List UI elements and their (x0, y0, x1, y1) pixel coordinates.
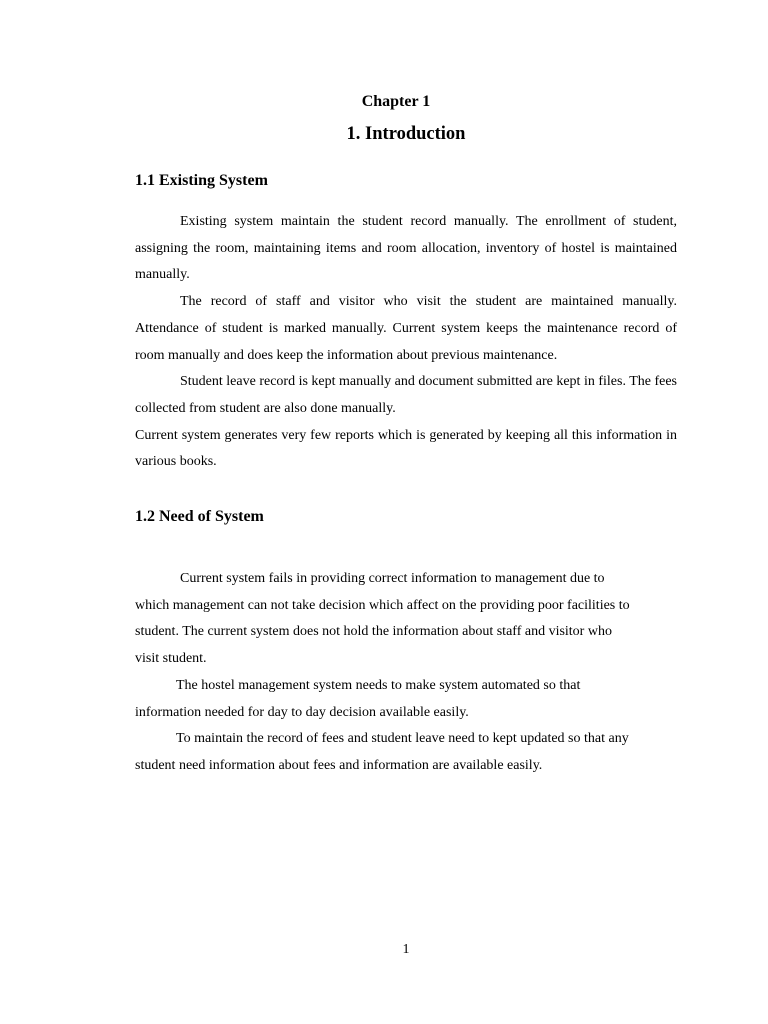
text-line: To maintain the record of fees and student leave need to kept updated so that any (176, 731, 629, 747)
paragraph: Student leave record is kept manually and document submitted are kept in files. The fees collected from student are also done manually. (135, 374, 677, 416)
text-line: information needed for day to day decision available easily. (135, 704, 469, 720)
need-of-system-body (135, 566, 677, 780)
existing-system-body (135, 209, 677, 476)
text-line: which management can not take decision which affect on the providing poor facilities to (135, 597, 630, 613)
text-line: The hostel management system needs to make system automated so that (176, 677, 581, 693)
chapter-label: Chapter 1 (361, 93, 431, 110)
section-heading-existing-system: 1.1 Existing System (135, 172, 268, 189)
paragraph: The record of staff and visitor who visit the student are maintained manually. Attendance of student is marked manually. Current system keeps the maintenance record of room manually and does keep the information about previous maintenance. (135, 294, 677, 363)
paragraph: Current system generates very few reports which is generated by keeping all this information in various books. (135, 427, 677, 470)
text-line: student. The current system does not hold the information about staff and visitor who (135, 624, 612, 640)
page-number: 1 (402, 942, 410, 957)
paragraph: Existing system maintain the student record manually. The enrollment of student, assigning the room, maintaining items and room allocation, inventory of hostel is maintained manually. (135, 214, 677, 283)
text-line: student need information about fees and information are available easily. (135, 757, 543, 773)
text-line: Current system fails in providing correct information to management due to (180, 571, 605, 586)
chapter-title: 1. Introduction (346, 124, 466, 144)
section-heading-need-of-system: 1.2 Need of System (135, 508, 264, 525)
text-line: visit student. (135, 651, 207, 667)
